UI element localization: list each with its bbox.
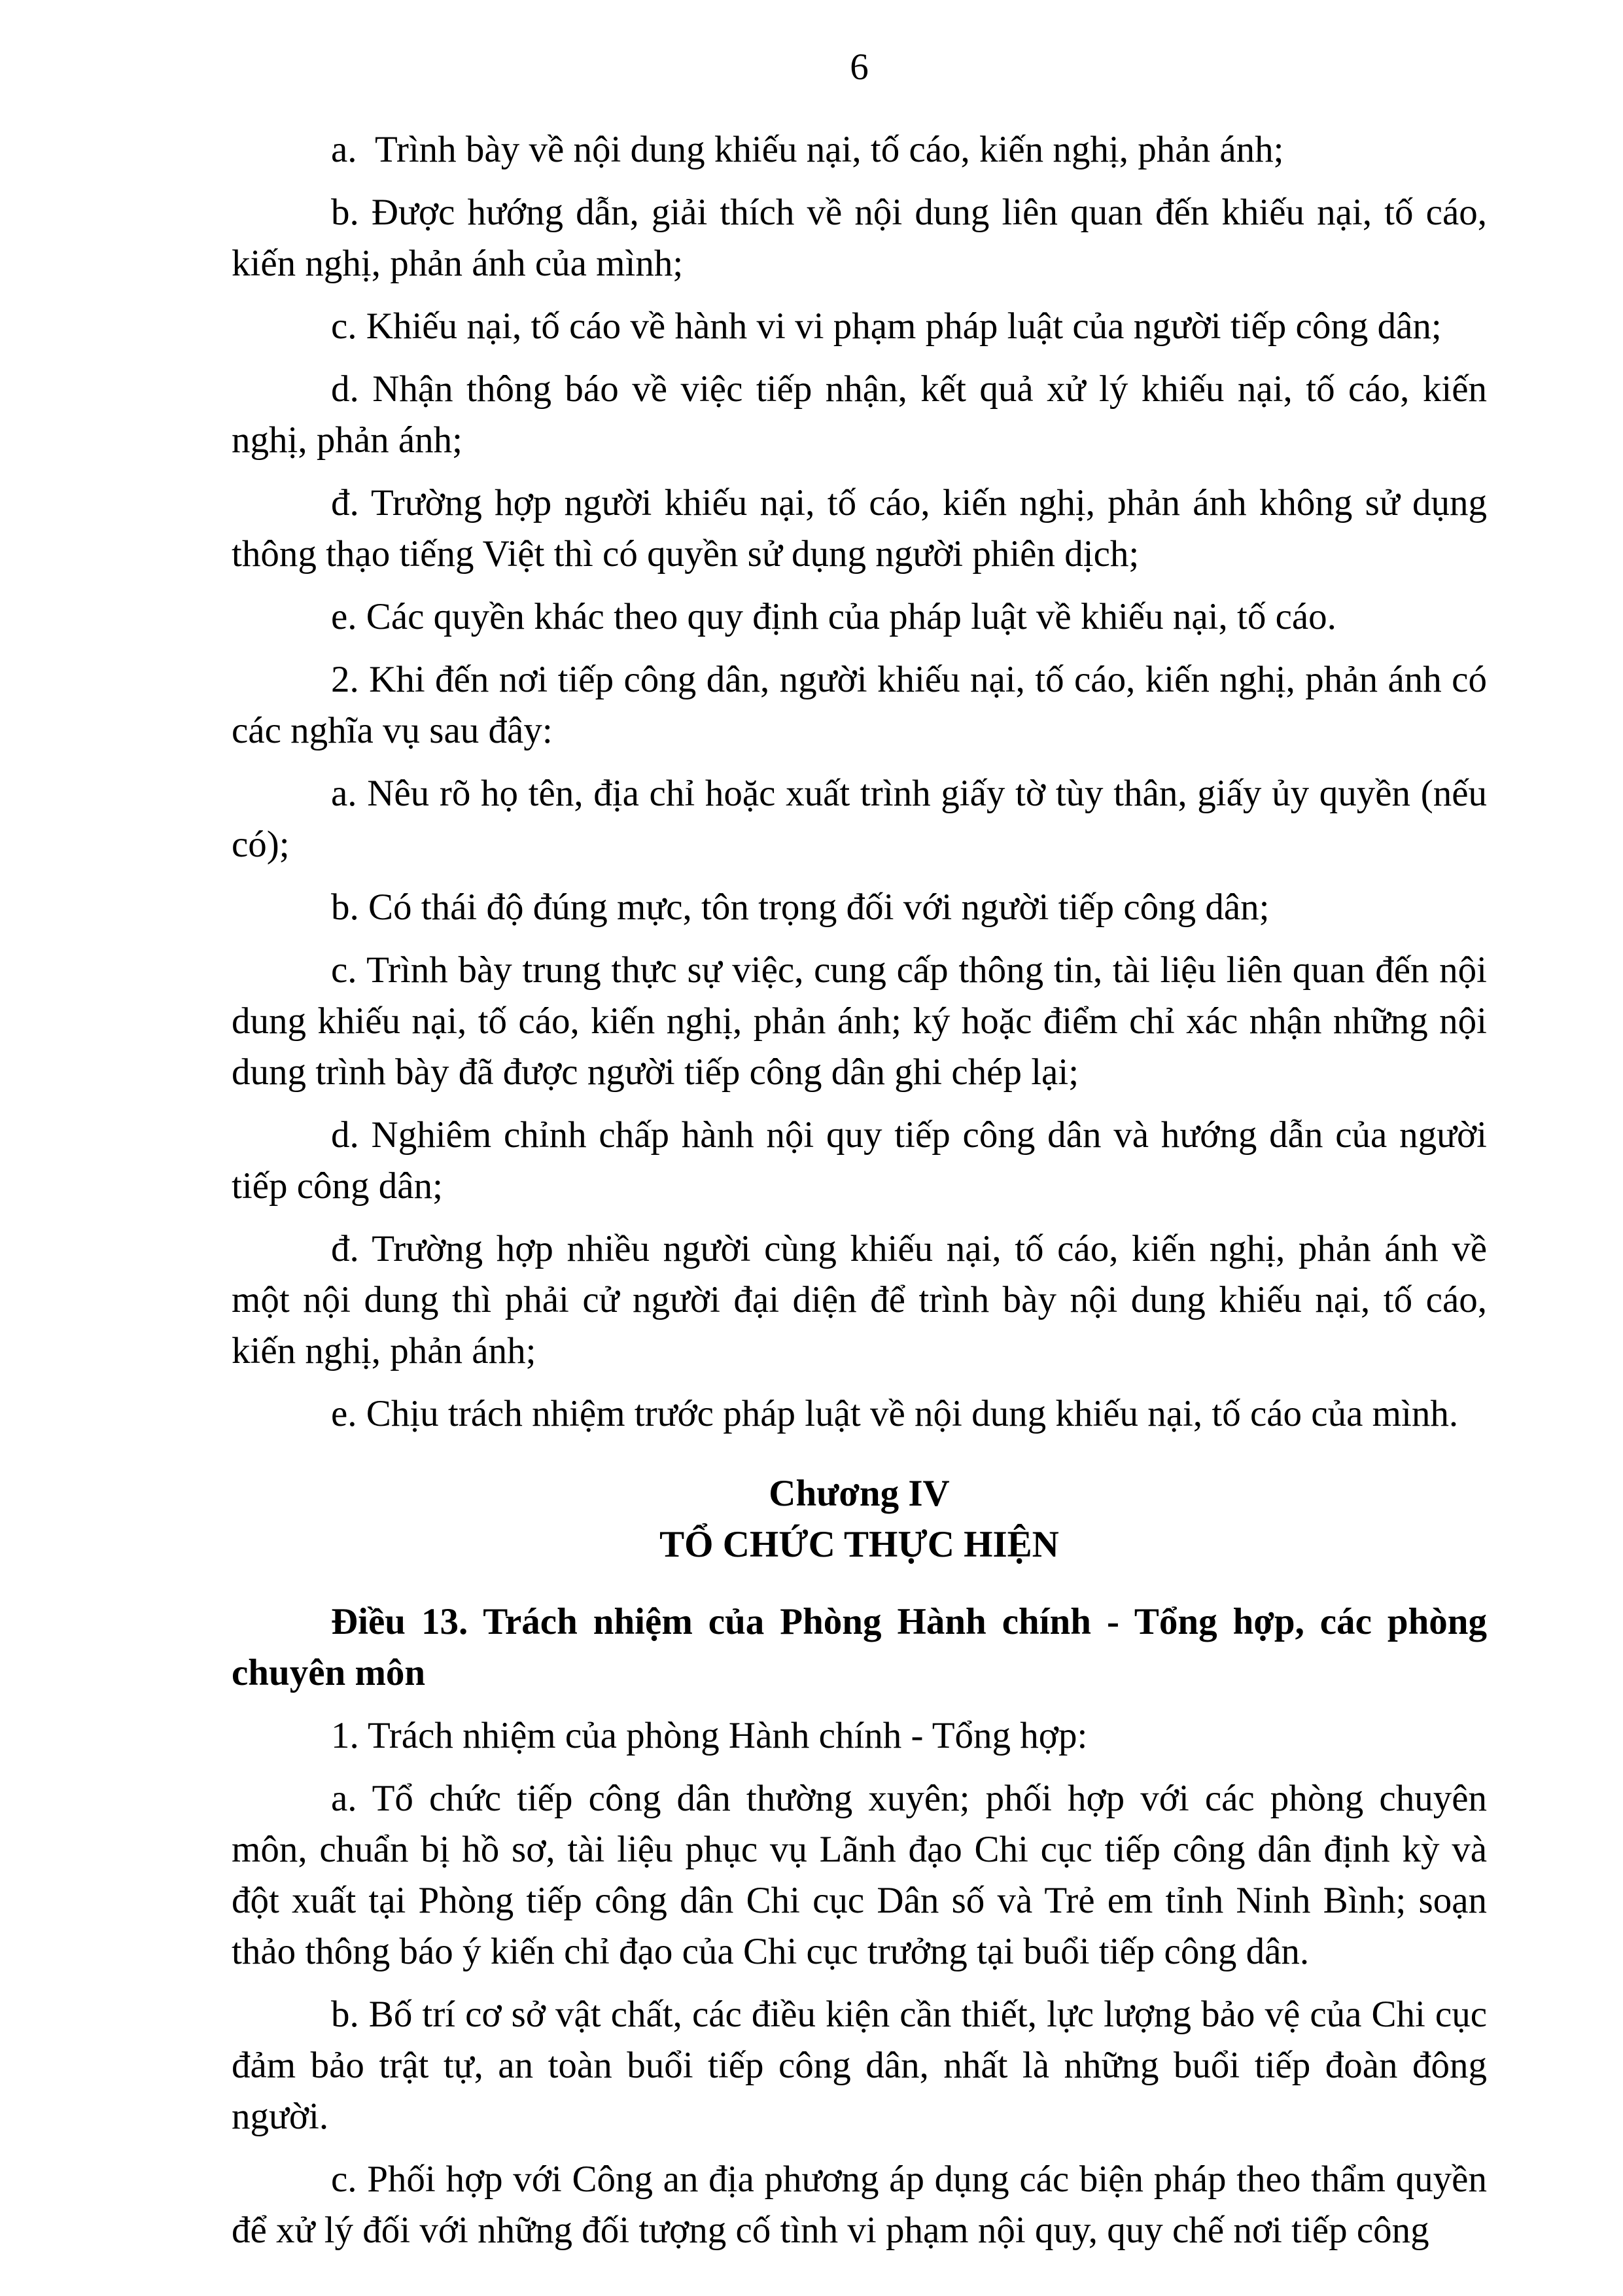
body-paragraph: d. Nhận thông báo về việc tiếp nhận, kết quả xử lý khiếu nại, tố cáo, kiến nghị, phản ánh; <box>232 368 1487 461</box>
body-paragraph: c. Khiếu nại, tố cáo về hành vi vi phạm pháp luật của người tiếp công dân; <box>331 306 1442 347</box>
body-paragraph: b. Bố trí cơ sở vật chất, các điều kiện cần thiết, lực lượng bảo vệ của Chi cục đảm bảo trật tự, an toàn buổi tiếp công dân, nhất là những buổi tiếp đoàn đông người. <box>232 1994 1487 2137</box>
body-paragraph: e. Các quyền khác theo quy định của pháp luật về khiếu nại, tố cáo. <box>331 596 1336 637</box>
article-heading: Điều 13. Trách nhiệm của Phòng Hành chính - Tổng hợp, các phòng chuyên môn <box>232 1601 1487 1693</box>
body-paragraph: b. Được hướng dẫn, giải thích về nội dung liên quan đến khiếu nại, tố cáo, kiến nghị, phản ánh của mình; <box>232 192 1487 284</box>
body-paragraph: 1. Trách nhiệm của phòng Hành chính - Tổng hợp: <box>331 1715 1088 1756</box>
chapter-heading <box>232 1468 1487 1570</box>
body-paragraph: e. Chịu trách nhiệm trước pháp luật về nội dung khiếu nại, tố cáo của mình. <box>331 1393 1459 1434</box>
page-number: 6 <box>850 46 869 88</box>
document-body <box>232 124 1487 2256</box>
chapter-heading-line: Chương IV <box>769 1473 950 1514</box>
body-paragraph: a. Trình bày về nội dung khiếu nại, tố cáo, kiến nghị, phản ánh; <box>331 129 1284 170</box>
body-paragraph: 2. Khi đến nơi tiếp công dân, người khiếu nại, tố cáo, kiến nghị, phản ánh có các nghĩa vụ sau đây: <box>232 659 1487 751</box>
chapter-heading-line: TỔ CHỨC THỰC HIỆN <box>659 1524 1059 1565</box>
body-paragraph: đ. Trường hợp người khiếu nại, tố cáo, kiến nghị, phản ánh không sử dụng thông thạo tiếng Việt thì có quyền sử dụng người phiên dịch; <box>232 482 1487 574</box>
body-paragraph: c. Trình bày trung thực sự việc, cung cấp thông tin, tài liệu liên quan đến nội dung khiếu nại, tố cáo, kiến nghị, phản ánh; ký hoặc điểm chỉ xác nhận những nội dung trình bày đã được người tiếp công dân ghi chép lại; <box>232 949 1487 1093</box>
body-paragraph: a. Tổ chức tiếp công dân thường xuyên; phối hợp với các phòng chuyên môn, chuẩn bị hồ sơ, tài liệu phục vụ Lãnh đạo Chi cục tiếp công dân định kỳ và đột xuất tại Phòng tiếp công dân Chi cục Dân số và Trẻ em tỉnh Ninh Bình; soạn thảo thông báo ý kiến chỉ đạo của Chi cục trưởng tại buổi tiếp công dân. <box>232 1778 1487 1972</box>
body-paragraph: d. Nghiêm chỉnh chấp hành nội quy tiếp công dân và hướng dẫn của người tiếp công dân; <box>232 1114 1487 1207</box>
body-paragraph: đ. Trường hợp nhiều người cùng khiếu nại, tố cáo, kiến nghị, phản ánh về một nội dung thì phải cử người đại diện để trình bày nội dung khiếu nại, tố cáo, kiến nghị, phản ánh; <box>232 1228 1487 1371</box>
body-paragraph: c. Phối hợp với Công an địa phương áp dụng các biện pháp theo thẩm quyền để xử lý đối với những đối tượng cố tình vi phạm nội quy, quy chế nơi tiếp công <box>232 2159 1487 2251</box>
body-paragraph: b. Có thái độ đúng mực, tôn trọng đối với người tiếp công dân; <box>331 887 1270 928</box>
body-paragraph: a. Nêu rõ họ tên, địa chỉ hoặc xuất trình giấy tờ tùy thân, giấy ủy quyền (nếu có); <box>232 773 1487 865</box>
